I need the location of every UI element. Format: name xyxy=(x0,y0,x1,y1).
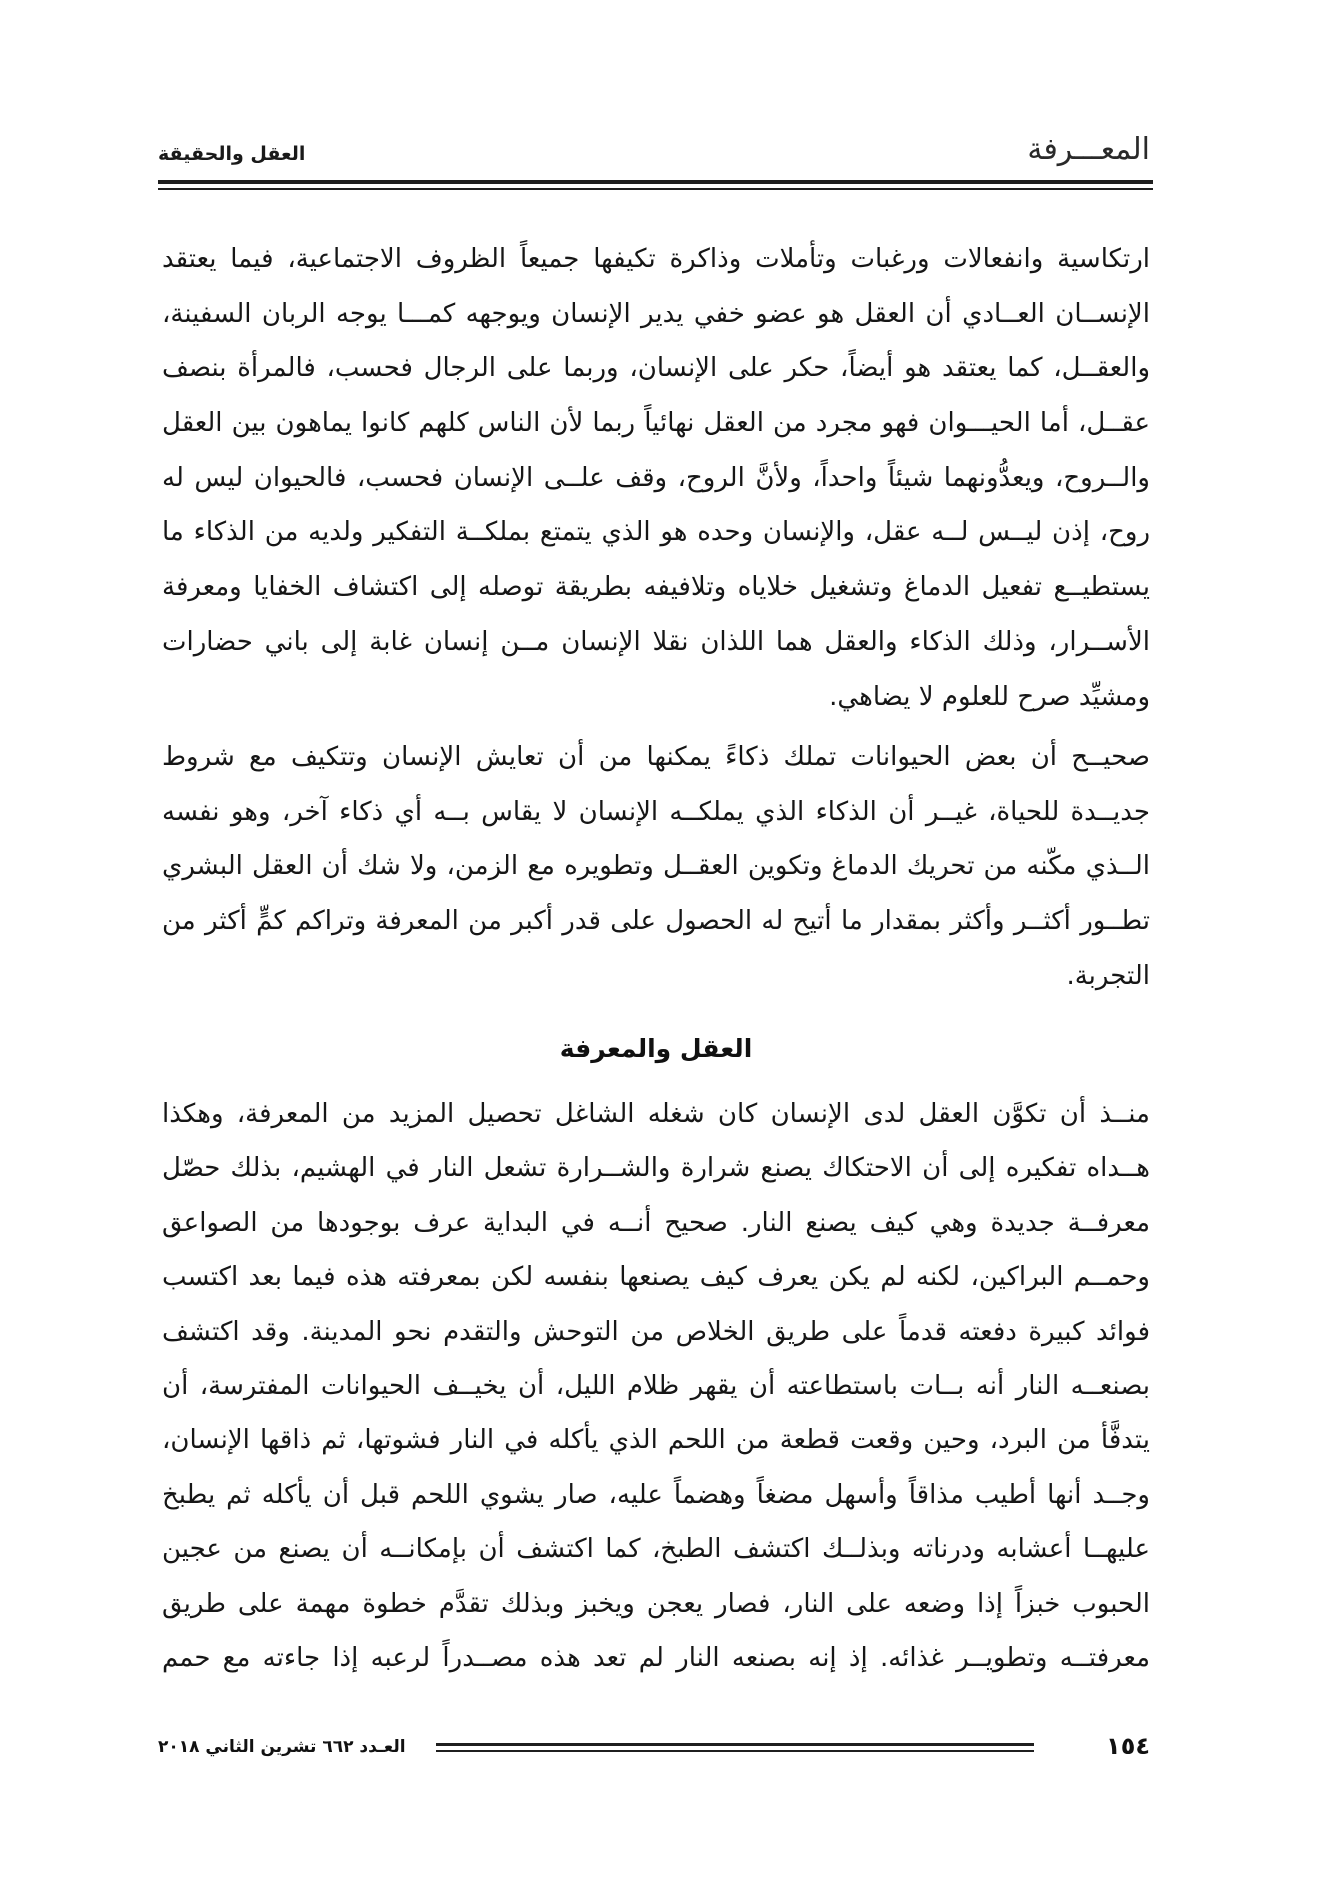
section-heading: العقل والمعرفة xyxy=(559,1034,753,1063)
text-line: الحبوب خبزاً إذا وضعه على النار، فصار يعجن ويخبز وبذلك تقدَّم خطوة مهمة على طريق xyxy=(162,1588,1150,1619)
paragraph-1 xyxy=(162,232,1150,724)
text-line: الإنســان العــادي أن العقل هو عضو خفي يدير الإنسان ويوجهه كمـــا يوجه الربان السفينة، xyxy=(162,298,1150,329)
text-line: معرفتــه وتطويــر غذائه. إذ إنه بصنعه النار لم تعد هذه مصــدراً لرعبه إذا جاءته مع حمم xyxy=(162,1642,1150,1673)
text-line: يتدفَّأ من البرد، وحين وقعت قطعة من اللحم الذي يأكله في النار فشوتها، ثم ذاقها الإنسان، xyxy=(162,1425,1150,1456)
paragraph-2 xyxy=(162,730,1150,1003)
text-line: وجــد أنها أطيب مذاقاً وأسهل مضغاً وهضماً عليه، صار يشوي اللحم قبل أن يأكله ثم يطبخ xyxy=(162,1479,1150,1510)
text-line: بصنعــه النار أنه بــات باستطاعته أن يقهر ظلام الليل، أن يخيــف الحيوانات المفترسة، أن xyxy=(162,1370,1150,1401)
text-line: صحيــح أن بعض الحيوانات تملك ذكاءً يمكنها من أن تعايش الإنسان وتتكيف مع شروط xyxy=(162,742,1150,772)
text-line: يستطيــع تفعيل الدماغ وتشغيل خلاياه وتلافيفه بطريقة توصله إلى اكتشاف الخفايا ومعرفة xyxy=(162,572,1150,603)
issue-info: العـدد ٦٦٢ تشرين الثاني ٢٠١٨ xyxy=(158,1737,406,1757)
page-number: ١٥٤ xyxy=(1106,1732,1150,1760)
text-line: التجربة. xyxy=(1066,960,1150,991)
text-line: الأســرار، وذلك الذكاء والعقل هما اللذان نقلا الإنسان مــن إنسان غابة إلى باني حضارات xyxy=(162,626,1150,657)
text-line: عقــل، أما الحيـــوان فهو مجرد من العقل نهائياً ربما لأن الناس كلهم كانوا يماهون بين العقل xyxy=(162,408,1150,439)
text-line: روح، إذن ليــس لــه عقل، والإنسان وحده هو الذي يتمتع بملكــة التفكير ولديه من الذكاء ما xyxy=(162,517,1150,548)
text-line: جديــدة للحياة، غيــر أن الذكاء الذي يملكــه الإنسان لا يقاس بــه أي ذكاء آخر، وهو نفسه xyxy=(162,796,1150,827)
text-line: منــذ أن تكوَّن العقل لدى الإنسان كان شغله الشاغل تحصيل المزيد من المعرفة، وهكذا xyxy=(162,1099,1150,1129)
footer-rule-thin xyxy=(436,1750,1034,1752)
text-line: الــذي مكّنه من تحريك الدماغ وتكوين العقــل وتطويره مع الزمن، ولا شك أن العقل البشري xyxy=(162,851,1150,882)
header-rule-thin xyxy=(158,188,1153,190)
text-line: ارتكاسية وانفعالات ورغبات وتأملات وذاكرة تكيفها جميعاً الظروف الاجتماعية، فيما يعتقد xyxy=(162,244,1150,274)
section-title: العقل والحقيقة xyxy=(158,143,306,165)
header-rule xyxy=(158,180,1153,184)
text-line: والــروح، ويعدُّونهما شيئاً واحداً، ولأنَّ الروح، وقف علــى الإنسان فحسب، فالحيوان ليس له xyxy=(162,462,1150,493)
text-line: وحمــم البراكين، لكنه لم يكن يعرف كيف يصنعها بنفسه لكن بمعرفته هذه فيما بعد اكتسب xyxy=(162,1262,1150,1293)
footer-rule xyxy=(436,1743,1034,1746)
text-line: هــداه تفكيره إلى أن الاحتكاك يصنع شرارة والشــرارة تشعل النار في الهشيم، بذلك حصّل xyxy=(162,1153,1150,1184)
text-line: معرفــة جديدة وهي كيف يصنع النار. صحيح أنــه في البداية عرف بوجودها من الصواعق xyxy=(162,1207,1150,1238)
magazine-logo: المعـــرفة xyxy=(1027,132,1150,167)
text-line: تطــور أكثــر وأكثر بمقدار ما أتيح له الحصول على قدر أكبر من المعرفة وتراكم كمٍّ أكثر من xyxy=(162,906,1150,937)
text-line: عليهــا أعشابه ودرناته وبذلــك اكتشف الطبخ، كما اكتشف أن بإمكانــه أن يصنع من عجين xyxy=(162,1534,1150,1565)
text-line: ومشيِّد صرح للعلوم لا يضاهي. xyxy=(829,681,1150,712)
text-line: والعقــل، كما يعتقد هو أيضاً، حكر على الإنسان، وربما على الرجال فحسب، فالمرأة بنصف xyxy=(162,353,1150,384)
paragraph-3 xyxy=(162,1087,1150,1685)
text-line: فوائد كبيرة دفعته قدماً على طريق الخلاص من التوحش والتقدم نحو المدينة. وقد اكتشف xyxy=(162,1316,1150,1347)
